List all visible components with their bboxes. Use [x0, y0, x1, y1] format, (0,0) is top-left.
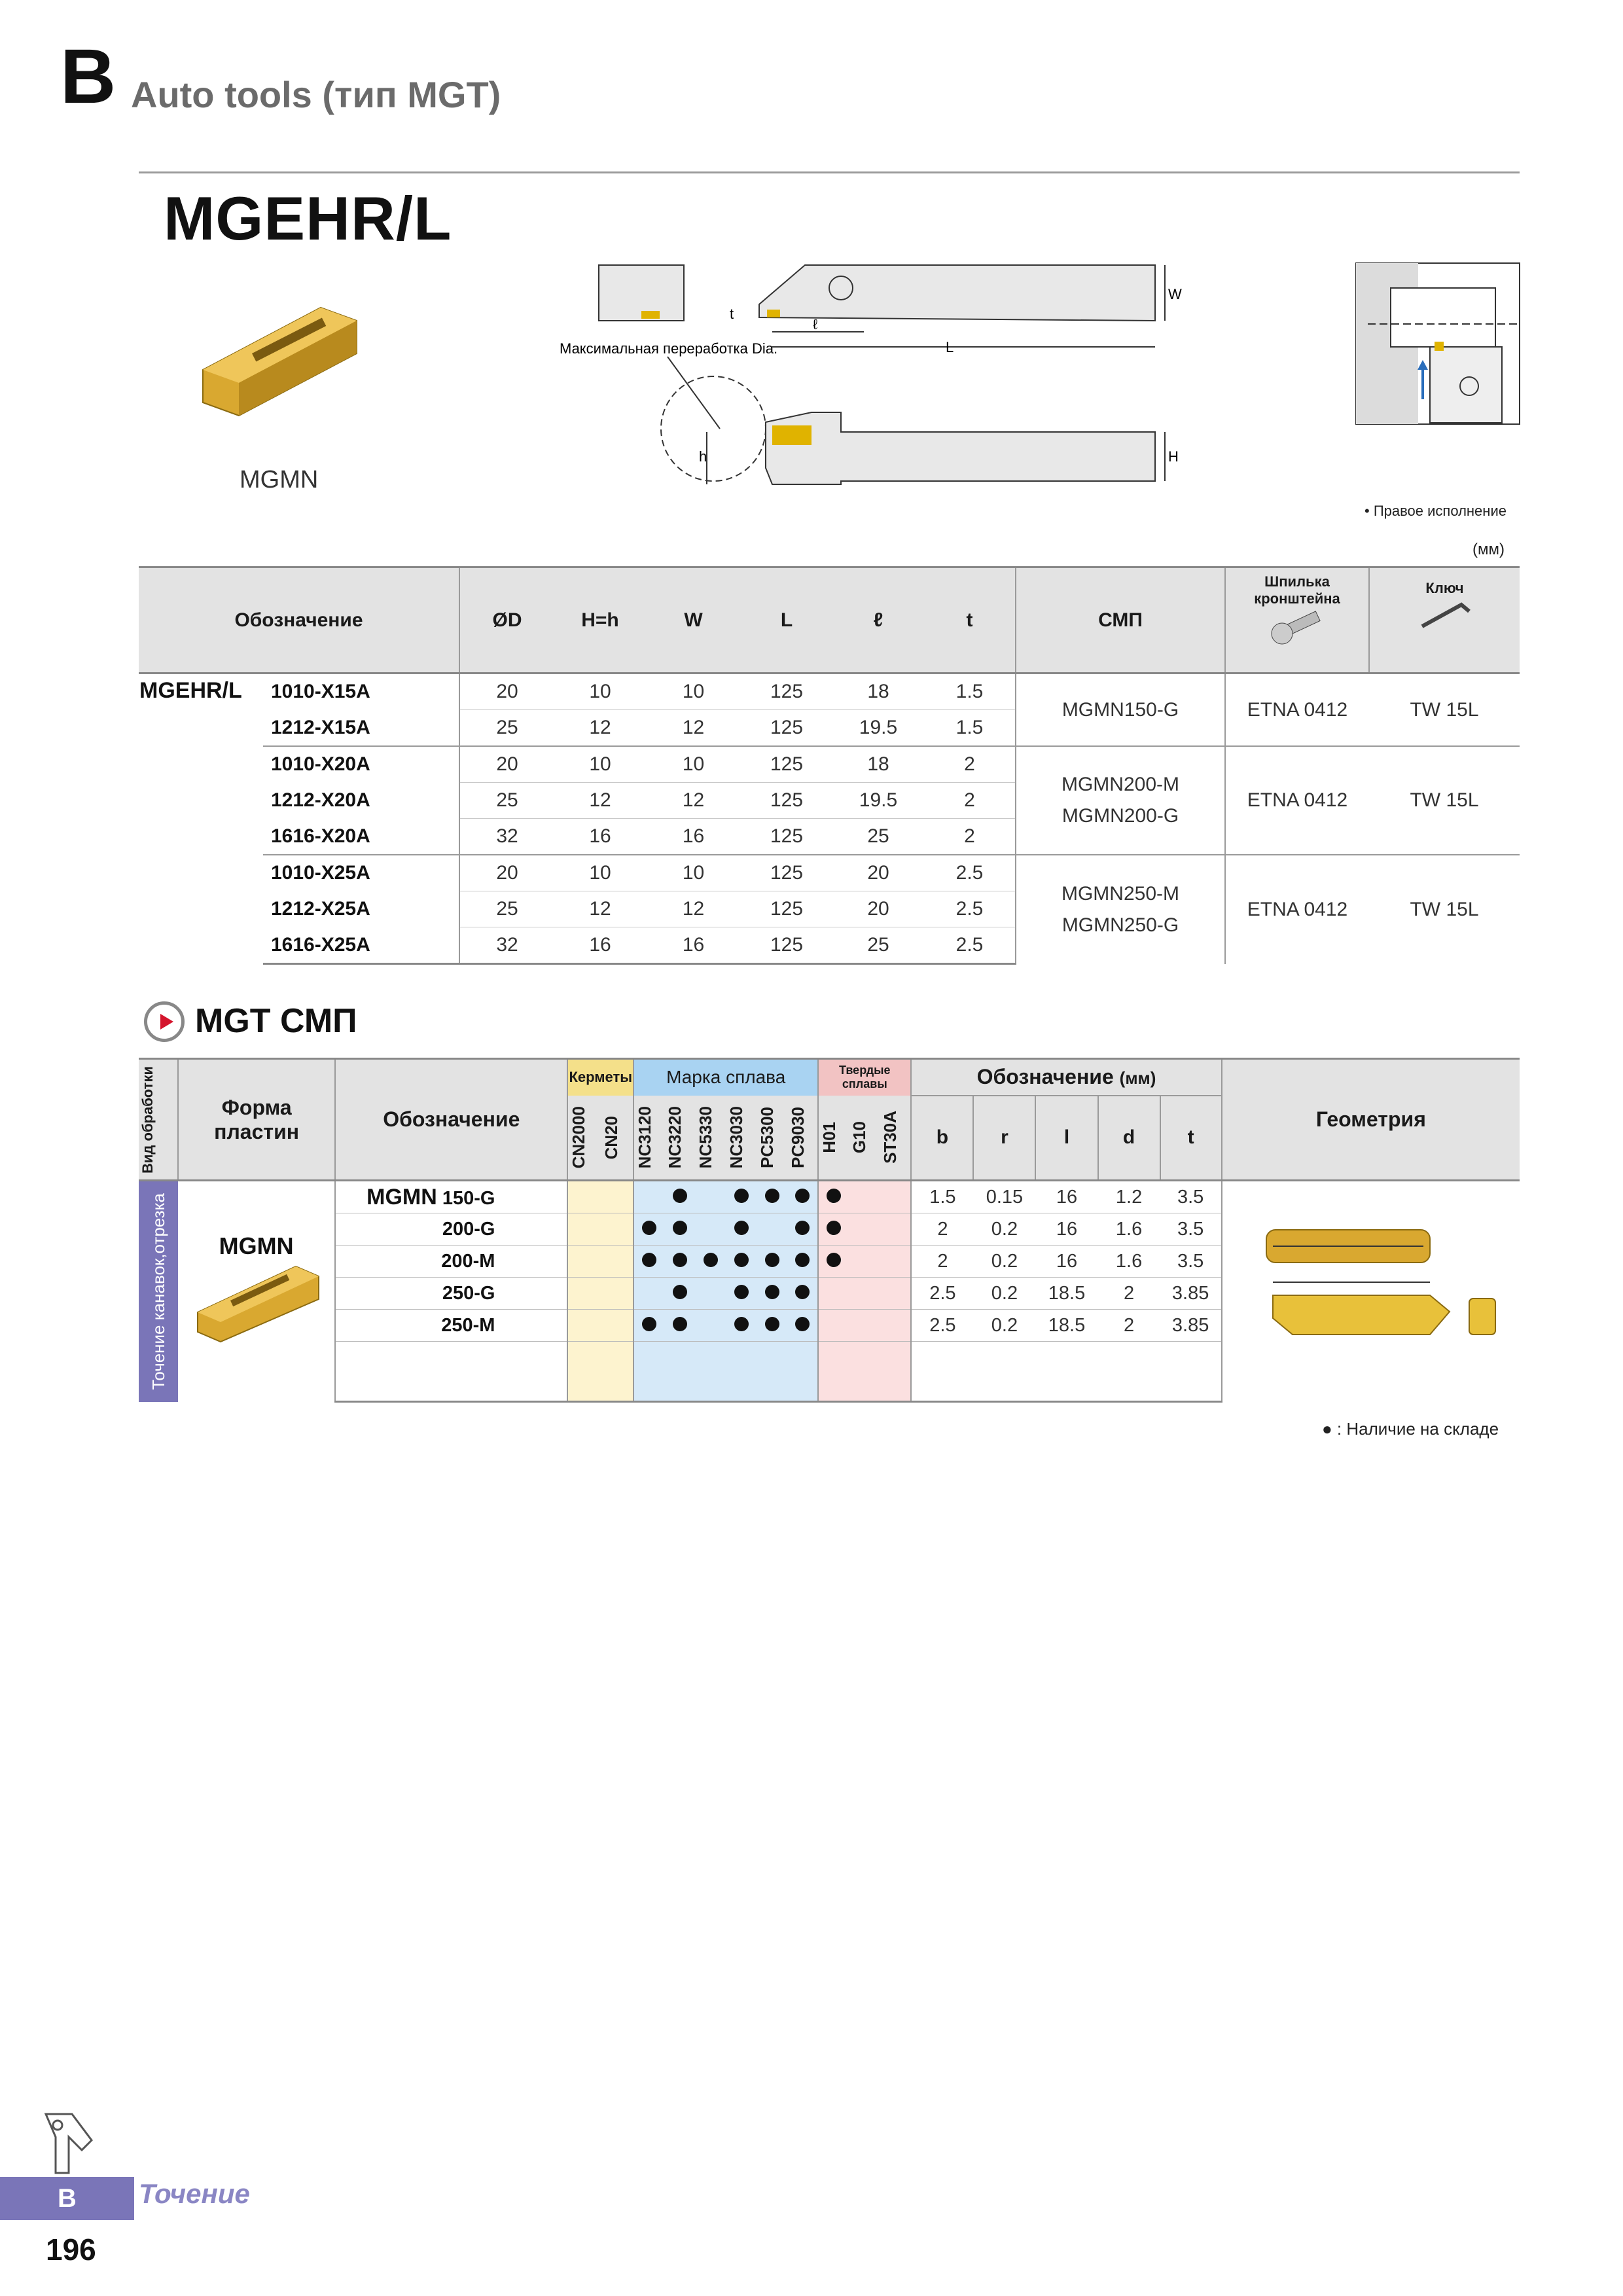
row-code: 1010-X20A — [263, 746, 459, 783]
in-stock-dot — [642, 1317, 656, 1331]
stock-cell — [567, 1181, 600, 1213]
table-row — [139, 746, 1520, 783]
insert-code-cell — [335, 1310, 567, 1342]
dim-cell: 1.5 — [911, 1181, 973, 1213]
row-code: 1212-X15A — [271, 716, 370, 738]
cell-L: 125 — [741, 855, 832, 891]
th-code: Обозначение — [335, 1059, 567, 1181]
filler-cell — [1160, 1342, 1222, 1402]
screw-icon — [1268, 607, 1327, 647]
cell-l: 18 — [832, 673, 924, 710]
cell-W: 12 — [646, 891, 741, 927]
in-stock-dot — [765, 1285, 779, 1299]
th-dims-label: Обозначение — [976, 1065, 1114, 1089]
dim-cell: 0.15 — [973, 1181, 1035, 1213]
th-process — [139, 1059, 178, 1181]
stock-cell — [757, 1213, 787, 1246]
stock-cell — [633, 1213, 664, 1246]
insert-code: MGMN200-G — [1061, 805, 1179, 827]
dim-W: W — [1168, 286, 1182, 302]
in-stock-dot — [795, 1253, 810, 1267]
section-letter: B — [60, 33, 116, 120]
series-label: MGMN — [366, 1184, 437, 1210]
insert-code: MGMN200-M — [1061, 774, 1179, 795]
dim-cell: 2 — [1098, 1278, 1160, 1310]
filler-cell — [757, 1342, 787, 1402]
stock-cell — [664, 1278, 695, 1310]
cell-D: 20 — [459, 673, 554, 710]
in-stock-dot — [795, 1285, 810, 1299]
th-pin-label: Шпилька кронштейна — [1254, 573, 1340, 607]
cell-Hh: 12 — [554, 710, 646, 747]
stock-cell — [787, 1246, 818, 1278]
th-key — [1369, 567, 1520, 673]
process-label: Точение канавок,отрезка — [148, 1193, 168, 1390]
product-title: MGEHR/L — [164, 184, 452, 253]
stock-cell — [695, 1213, 726, 1246]
table-row — [139, 673, 1520, 710]
insert-table — [139, 1058, 1520, 1403]
filler-cell — [818, 1342, 849, 1402]
in-stock-dot — [765, 1317, 779, 1331]
dim-H: H — [1168, 448, 1179, 465]
dim-cell: 3.5 — [1160, 1246, 1222, 1278]
cell-L: 125 — [741, 891, 832, 927]
stock-cell — [695, 1310, 726, 1342]
stock-cell — [601, 1310, 633, 1342]
dim-cell: 1.6 — [1098, 1213, 1160, 1246]
grade-label: NC3120 — [635, 1106, 655, 1169]
filler-cell — [787, 1342, 818, 1402]
stock-cell — [818, 1246, 849, 1278]
in-stock-dot — [642, 1221, 656, 1235]
cell-D: 25 — [459, 783, 554, 819]
footer-tab: B — [0, 2177, 134, 2220]
filler-cell — [726, 1342, 757, 1402]
footer-section: Точение — [139, 2178, 250, 2209]
max-dia-label: Максимальная переработка Dia. — [560, 340, 778, 357]
cell-Hh: 10 — [554, 673, 646, 710]
turning-tool-icon — [39, 2111, 98, 2176]
th-dims-unit: (мм) — [1119, 1068, 1156, 1088]
stock-cell — [880, 1246, 911, 1278]
play-circle-icon — [144, 1001, 185, 1042]
filler-cell — [633, 1342, 664, 1402]
stock-cell — [664, 1246, 695, 1278]
row-code: 1212-X20A — [271, 789, 370, 811]
dim-cell: 2.5 — [911, 1278, 973, 1310]
insert-code: 200-M — [441, 1250, 495, 1272]
stock-cell — [880, 1181, 911, 1213]
th-Hh: H=h — [554, 567, 646, 673]
insert-code: MGMN250-M — [1061, 882, 1179, 905]
stock-cell — [726, 1310, 757, 1342]
stock-cell — [633, 1181, 664, 1213]
section2-title: MGT СМП — [195, 1002, 357, 1040]
cell-W: 12 — [646, 783, 741, 819]
cell-key: TW 15L — [1369, 746, 1520, 855]
cell-D: 20 — [459, 746, 554, 783]
cell-D: 32 — [459, 927, 554, 964]
filler-cell — [335, 1342, 567, 1402]
dim-header: d — [1098, 1096, 1160, 1181]
filler-cell — [695, 1342, 726, 1402]
dim-cell: 2 — [911, 1213, 973, 1246]
stock-cell — [695, 1181, 726, 1213]
table-row — [139, 855, 1520, 891]
dim-cell: 3.5 — [1160, 1213, 1222, 1246]
grade-label: CN2000 — [569, 1106, 589, 1169]
dim-cell: 1.6 — [1098, 1246, 1160, 1278]
cell-pin: ETNA 0412 — [1225, 673, 1369, 747]
th-L: L — [741, 567, 832, 673]
cell-key: TW 15L — [1369, 855, 1520, 964]
cell-t: 1.5 — [924, 710, 1016, 747]
cell-t: 2 — [924, 819, 1016, 855]
grade-label: G10 — [849, 1121, 870, 1154]
cell-l: 25 — [832, 819, 924, 855]
in-stock-dot — [704, 1253, 718, 1267]
dim-cell: 0.2 — [973, 1213, 1035, 1246]
row-code: 1212-X25A — [271, 898, 370, 920]
cell-l: 18 — [832, 746, 924, 783]
cell-L: 125 — [741, 783, 832, 819]
geometry-cell — [1222, 1181, 1520, 1402]
th-D: ØD — [459, 567, 554, 673]
stock-cell — [849, 1310, 880, 1342]
filler-cell — [880, 1342, 911, 1402]
row-code: 1616-X20A — [271, 825, 370, 847]
stock-cell — [633, 1310, 664, 1342]
cell-t: 2 — [924, 746, 1016, 783]
cell-W: 16 — [646, 927, 741, 964]
cell-pin: ETNA 0412 — [1225, 746, 1369, 855]
cell-l: 20 — [832, 855, 924, 891]
stock-cell — [726, 1213, 757, 1246]
row-code: 1010-X25A — [263, 855, 459, 891]
stock-cell — [787, 1310, 818, 1342]
hex-key-icon — [1416, 597, 1474, 630]
dim-cell: 16 — [1035, 1181, 1097, 1213]
stock-cell — [567, 1246, 600, 1278]
stock-cell — [633, 1246, 664, 1278]
cell-L: 125 — [741, 819, 832, 855]
th-process-label: Вид обработки — [139, 1066, 156, 1174]
cell-Hh: 10 — [554, 855, 646, 891]
cell-Hh: 12 — [554, 891, 646, 927]
cell-W: 10 — [646, 855, 741, 891]
stock-cell — [818, 1181, 849, 1213]
cell-Hh: 10 — [554, 746, 646, 783]
dim-header: b — [911, 1096, 973, 1181]
th-insert: СМП — [1016, 567, 1225, 673]
in-stock-dot — [795, 1189, 810, 1203]
cell-D: 25 — [459, 710, 554, 747]
in-stock-dot — [827, 1221, 841, 1235]
grade-label: ST30A — [880, 1111, 901, 1164]
stock-cell — [695, 1278, 726, 1310]
th-grades: Марка сплава — [633, 1059, 818, 1096]
dim-cell: 3.85 — [1160, 1278, 1222, 1310]
insert-code: MGMN150-G — [1061, 698, 1179, 721]
cell-D: 20 — [459, 855, 554, 891]
dim-cell: 3.5 — [1160, 1181, 1222, 1213]
filler-cell — [664, 1342, 695, 1402]
insert-image — [190, 291, 366, 422]
insert-code: 200-G — [442, 1218, 495, 1240]
th-pin — [1225, 567, 1369, 673]
th-t: t — [924, 567, 1016, 673]
filler-cell — [601, 1342, 633, 1402]
stock-cell — [601, 1278, 633, 1310]
in-stock-dot — [765, 1253, 779, 1267]
row-code: 1010-X15A — [263, 673, 459, 710]
right-hand-note: • Правое исполнение — [1364, 503, 1507, 519]
stock-cell — [726, 1181, 757, 1213]
grade-label: PC5300 — [757, 1106, 777, 1168]
in-stock-dot — [795, 1221, 810, 1235]
in-stock-dot — [642, 1253, 656, 1267]
grade-label: NC3220 — [665, 1106, 685, 1169]
cell-L: 125 — [741, 673, 832, 710]
filler-cell — [567, 1342, 600, 1402]
grade-header — [849, 1096, 880, 1181]
stock-cell — [726, 1278, 757, 1310]
tool-drawing — [550, 259, 1204, 507]
th-W: W — [646, 567, 741, 673]
grade-label: CN20 — [601, 1115, 621, 1159]
grade-header — [726, 1096, 757, 1181]
dim-cell: 18.5 — [1035, 1278, 1097, 1310]
th-geometry: Геометрия — [1222, 1059, 1520, 1181]
in-stock-dot — [795, 1317, 810, 1331]
dim-cell: 0.2 — [973, 1278, 1035, 1310]
in-stock-dot — [673, 1221, 687, 1235]
in-stock-dot — [673, 1189, 687, 1203]
stock-legend: ● : Наличие на складе — [1322, 1419, 1499, 1439]
stock-cell — [849, 1213, 880, 1246]
cell-W: 10 — [646, 746, 741, 783]
insert-label: MGMN — [240, 466, 319, 493]
stock-cell — [664, 1181, 695, 1213]
filler-cell — [1098, 1342, 1160, 1402]
grade-header — [695, 1096, 726, 1181]
in-stock-dot — [673, 1285, 687, 1299]
process-cell — [139, 1181, 178, 1402]
in-stock-dot — [765, 1189, 779, 1203]
stock-cell — [849, 1181, 880, 1213]
stock-cell — [601, 1213, 633, 1246]
cell-L: 125 — [741, 710, 832, 747]
application-sketch — [1355, 262, 1522, 425]
insert-code-cell — [335, 1278, 567, 1310]
insert-code-cell — [335, 1246, 567, 1278]
cell-Hh: 16 — [554, 819, 646, 855]
shape-cell — [178, 1181, 335, 1402]
stock-cell — [633, 1278, 664, 1310]
dim-cell: 0.2 — [973, 1310, 1035, 1342]
cell-l: 20 — [832, 891, 924, 927]
dim-cell: 2.5 — [911, 1310, 973, 1342]
stock-cell — [880, 1310, 911, 1342]
dim-header: t — [1160, 1096, 1222, 1181]
cell-L: 125 — [741, 927, 832, 964]
stock-cell — [664, 1310, 695, 1342]
cell-l: 19.5 — [832, 710, 924, 747]
th-designation: Обозначение — [139, 567, 459, 673]
table-row — [139, 1181, 1520, 1213]
cell-W: 12 — [646, 710, 741, 747]
in-stock-dot — [734, 1221, 749, 1235]
grade-header — [633, 1096, 664, 1181]
dim-cell: 16 — [1035, 1246, 1097, 1278]
dim-cell: 1.2 — [1098, 1181, 1160, 1213]
insert-code: 150-G — [442, 1187, 495, 1209]
stock-cell — [818, 1213, 849, 1246]
th-hard: Твердые сплавы — [818, 1059, 911, 1096]
cell-t: 2.5 — [924, 855, 1016, 891]
cell-pin: ETNA 0412 — [1225, 855, 1369, 964]
grade-header — [664, 1096, 695, 1181]
stock-cell — [664, 1213, 695, 1246]
grade-header — [787, 1096, 818, 1181]
grade-header — [757, 1096, 787, 1181]
stock-cell — [567, 1213, 600, 1246]
stock-cell — [818, 1310, 849, 1342]
dim-cell: 0.2 — [973, 1246, 1035, 1278]
insert-code: 250-G — [442, 1282, 495, 1304]
holder-table — [139, 566, 1520, 965]
row-code: 1616-X25A — [263, 927, 459, 964]
stock-cell — [757, 1181, 787, 1213]
in-stock-dot — [827, 1189, 841, 1203]
stock-cell — [726, 1246, 757, 1278]
cell-t: 2.5 — [924, 891, 1016, 927]
cell-D: 25 — [459, 891, 554, 927]
cell-W: 10 — [646, 673, 741, 710]
stock-cell — [818, 1278, 849, 1310]
dim-cell: 18.5 — [1035, 1310, 1097, 1342]
insert-code: 250-M — [441, 1314, 495, 1336]
stock-cell — [757, 1246, 787, 1278]
stock-cell — [787, 1213, 818, 1246]
geometry-drawing — [1234, 1204, 1508, 1374]
stock-cell — [601, 1246, 633, 1278]
in-stock-dot — [734, 1253, 749, 1267]
stock-cell — [601, 1181, 633, 1213]
filler-cell — [849, 1342, 880, 1402]
dim-t: t — [730, 306, 734, 322]
grade-label: NC5330 — [696, 1106, 716, 1169]
dim-l: ℓ — [813, 316, 818, 332]
mgmn-insert-image — [191, 1260, 322, 1345]
in-stock-dot — [673, 1253, 687, 1267]
cell-l: 19.5 — [832, 783, 924, 819]
grade-header — [567, 1096, 600, 1181]
th-cermets: Керметы — [567, 1059, 633, 1096]
in-stock-dot — [827, 1253, 841, 1267]
cell-t: 2 — [924, 783, 1016, 819]
insert-code-cell — [335, 1181, 567, 1213]
dim-header: r — [973, 1096, 1035, 1181]
cell-W: 16 — [646, 819, 741, 855]
in-stock-dot — [673, 1317, 687, 1331]
insert-code: MGMN250-G — [1061, 914, 1179, 936]
in-stock-dot — [734, 1317, 749, 1331]
grade-label: H01 — [819, 1121, 840, 1153]
insert-code-cell — [335, 1213, 567, 1246]
cell-l: 25 — [832, 927, 924, 964]
th-l: ℓ — [832, 567, 924, 673]
stock-cell — [757, 1310, 787, 1342]
dim-h: h — [699, 448, 707, 465]
dim-cell: 16 — [1035, 1213, 1097, 1246]
unit-label: (мм) — [1472, 541, 1505, 558]
page-number: 196 — [46, 2233, 96, 2267]
cell-D: 32 — [459, 819, 554, 855]
cell-L: 125 — [741, 746, 832, 783]
cell-insert — [1016, 673, 1225, 747]
shape-label: MGMN — [219, 1232, 294, 1260]
grade-label: NC3030 — [726, 1106, 747, 1169]
stock-cell — [567, 1278, 600, 1310]
grade-header — [601, 1096, 633, 1181]
grade-label: PC9030 — [788, 1106, 808, 1168]
header-rule — [139, 171, 1520, 173]
in-stock-dot — [734, 1285, 749, 1299]
stock-cell — [849, 1246, 880, 1278]
dim-cell: 2 — [911, 1246, 973, 1278]
dim-L: L — [946, 339, 954, 355]
series-label: MGEHR/L — [139, 673, 263, 964]
stock-cell — [567, 1310, 600, 1342]
stock-cell — [787, 1181, 818, 1213]
cell-key: TW 15L — [1369, 673, 1520, 747]
cell-t: 2.5 — [924, 927, 1016, 964]
filler-cell — [973, 1342, 1035, 1402]
th-key-label: Ключ — [1425, 580, 1464, 596]
stock-cell — [849, 1278, 880, 1310]
stock-cell — [695, 1246, 726, 1278]
grade-header — [880, 1096, 911, 1181]
cell-Hh: 16 — [554, 927, 646, 964]
dim-cell: 3.85 — [1160, 1310, 1222, 1342]
filler-cell — [1035, 1342, 1097, 1402]
cell-insert — [1016, 746, 1225, 855]
grade-header — [818, 1096, 849, 1181]
filler-cell — [911, 1342, 973, 1402]
stock-cell — [880, 1278, 911, 1310]
stock-cell — [880, 1213, 911, 1246]
cell-insert — [1016, 855, 1225, 964]
th-dims — [911, 1059, 1221, 1096]
stock-cell — [787, 1278, 818, 1310]
stock-cell — [757, 1278, 787, 1310]
cell-t: 1.5 — [924, 673, 1016, 710]
dim-header: l — [1035, 1096, 1097, 1181]
cell-Hh: 12 — [554, 783, 646, 819]
section-title: Auto tools (тип MGT) — [131, 74, 501, 115]
th-shape: Форма пластин — [178, 1059, 335, 1181]
dim-cell: 2 — [1098, 1310, 1160, 1342]
in-stock-dot — [734, 1189, 749, 1203]
